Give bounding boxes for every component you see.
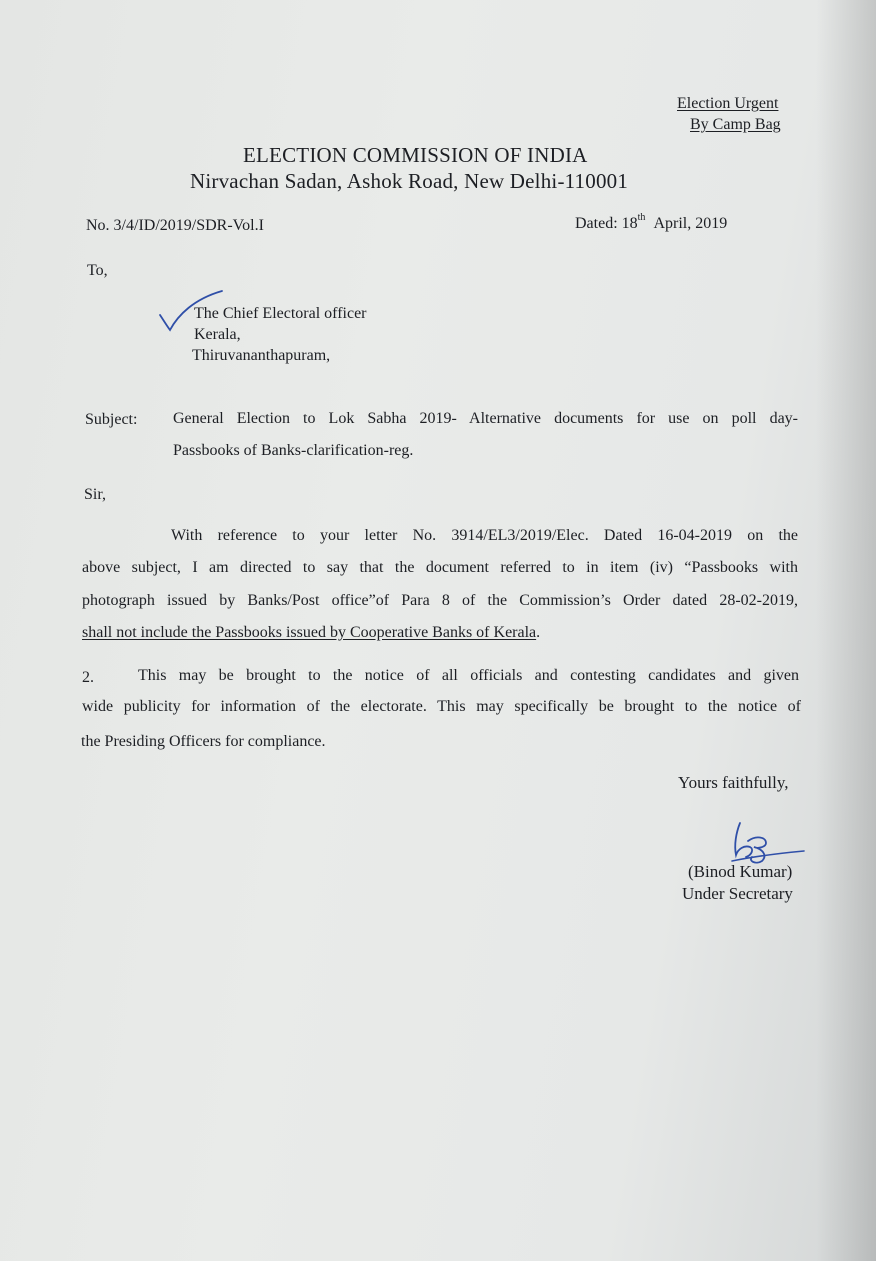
- organization-address: Nirvachan Sadan, Ashok Road, New Delhi-110001: [190, 169, 629, 193]
- reference-number: No. 3/4/ID/2019/SDR-Vol.I: [86, 217, 264, 234]
- para1-line2: above subject, I am directed to say that the document referred to in item (iv) “Passbooks with: [82, 559, 798, 576]
- date-prefix: Dated: 18: [575, 215, 638, 232]
- para1-end: .: [536, 624, 541, 641]
- to-salutation: To,: [87, 262, 108, 279]
- subject-label: Subject:: [85, 411, 138, 428]
- para2-line2: wide publicity for information of the electorate. This may specifically be brought to the notice of: [82, 698, 801, 715]
- para1-line3: photograph issued by Banks/Post office”of Para 8 of the Commission’s Order dated 28-02-2019,: [82, 592, 798, 609]
- para1-line4: [82, 624, 540, 642]
- recipient-line3: Thiruvananthapuram,: [192, 347, 331, 364]
- body-salutation: Sir,: [84, 486, 107, 503]
- page-shadow: [816, 0, 876, 1261]
- para1-underlined-clause: shall not include the Passbooks issued by Cooperative Banks of Kerala: [82, 624, 537, 641]
- para2-line1: This may be brought to the notice of all officials and contesting candidates and given: [138, 667, 799, 684]
- subject-line1: General Election to Lok Sabha 2019- Alternative documents for use on poll day-: [173, 410, 798, 427]
- recipient-line2: Kerala,: [194, 326, 241, 343]
- recipient-line1: The Chief Electoral officer: [194, 305, 367, 322]
- para1-line1: With reference to your letter No. 3914/EL3/2019/Elec. Dated 16-04-2019 on the: [171, 527, 798, 544]
- urgent-note-line1: Election Urgent: [677, 95, 779, 112]
- para2-line3: the Presiding Officers for compliance.: [81, 733, 326, 750]
- signatory-name: (Binod Kumar): [688, 862, 793, 881]
- urgent-note-line2: By Camp Bag: [690, 116, 781, 133]
- organization-name: ELECTION COMMISSION OF INDIA: [243, 143, 588, 167]
- signatory-designation: Under Secretary: [682, 884, 793, 903]
- subject-line2: Passbooks of Banks-clarification-reg.: [173, 442, 414, 459]
- letter-date: [575, 212, 728, 233]
- para2-number: 2.: [82, 669, 94, 686]
- valediction: Yours faithfully,: [678, 773, 789, 792]
- date-suffix: April, 2019: [653, 215, 728, 232]
- date-superscript: th: [637, 212, 646, 223]
